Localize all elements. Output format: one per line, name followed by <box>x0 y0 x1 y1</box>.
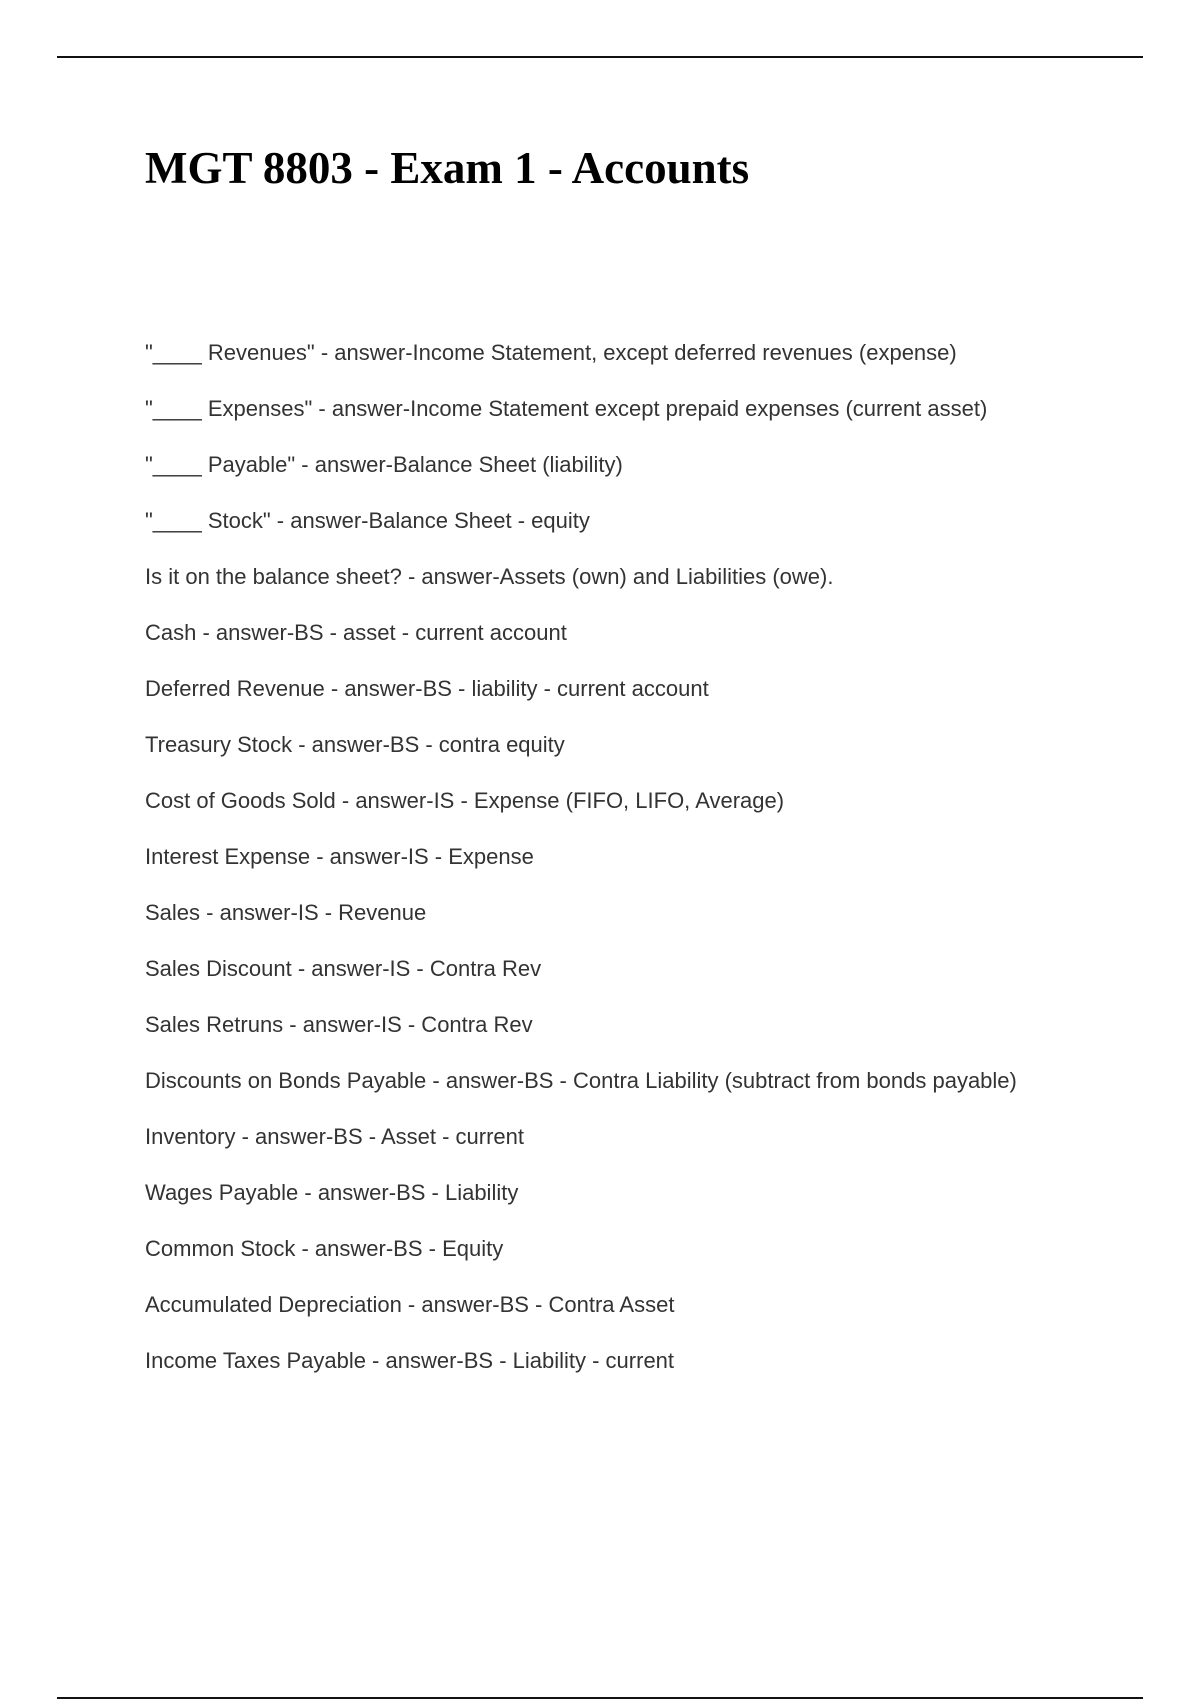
flashcard-entry: Sales - answer-IS - Revenue <box>145 900 427 925</box>
flashcard-entry: Deferred Revenue - answer-BS - liability - current account <box>145 676 709 701</box>
flashcard-entry: Discounts on Bonds Payable - answer-BS - Contra Liability (subtract from bonds payable) <box>145 1068 1017 1093</box>
flashcard-entry: "____ Payable" - answer-Balance Sheet (liability) <box>145 452 623 477</box>
flashcard-entry: "____ Stock" - answer-Balance Sheet - equity <box>145 508 590 533</box>
flashcard-entry: "____ Expenses" - answer-Income Statement except prepaid expenses (current asset) <box>145 396 988 421</box>
flashcard-entry: Sales Discount - answer-IS - Contra Rev <box>145 956 542 981</box>
flashcard-entry: Wages Payable - answer-BS - Liability <box>145 1180 519 1205</box>
flashcard-list <box>145 338 1075 1402</box>
top-divider <box>57 56 1143 58</box>
flashcard-entry: Sales Retruns - answer-IS - Contra Rev <box>145 1012 533 1037</box>
flashcard-entry: Inventory - answer-BS - Asset - current <box>145 1124 525 1149</box>
bottom-divider <box>57 1697 1143 1699</box>
flashcard-entry: Accumulated Depreciation - answer-BS - Contra Asset <box>145 1292 675 1317</box>
flashcard-entry: Income Taxes Payable - answer-BS - Liability - current <box>145 1348 675 1373</box>
flashcard-entry: Treasury Stock - answer-BS - contra equity <box>145 732 565 757</box>
page-title: MGT 8803 - Exam 1 - Accounts <box>145 143 750 193</box>
flashcard-entry: Interest Expense - answer-IS - Expense <box>145 844 534 869</box>
flashcard-entry: Cost of Goods Sold - answer-IS - Expense (FIFO, LIFO, Average) <box>145 788 785 813</box>
flashcard-entry: "____ Revenues" - answer-Income Statement, except deferred revenues (expense) <box>145 340 957 365</box>
flashcard-entry: Common Stock - answer-BS - Equity <box>145 1236 504 1261</box>
flashcard-entry: Cash - answer-BS - asset - current account <box>145 620 567 645</box>
flashcard-entry: Is it on the balance sheet? - answer-Assets (own) and Liabilities (owe). <box>145 564 834 589</box>
